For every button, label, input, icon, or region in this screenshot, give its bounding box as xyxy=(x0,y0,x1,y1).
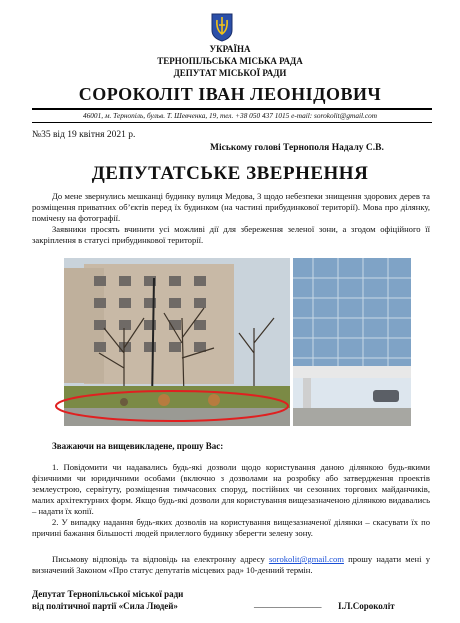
header-position: ДЕПУТАТ МІСЬКОЇ РАДИ xyxy=(173,68,287,78)
intro-paragraph-2: Заявники просять вчинити усі можливі дії для збереження зеленої зони, а згодом офіційного її закріплення в статусі прибудинкової території. xyxy=(32,224,430,245)
coat-of-arms-icon xyxy=(210,12,234,42)
closing-text-start: Письмову відповідь та відповідь на електронну адресу xyxy=(52,554,265,564)
header-council: ТЕРНОПІЛЬСЬКА МІСЬКА РАДА xyxy=(157,56,303,66)
header-address: 46001, м. Тернопіль, бульв. Т. Шевченка, 19, тел. +38 050 437 1015 e-mail: sorokolit@gmail.com xyxy=(82,111,378,120)
request-item-1: 1. Повідомити чи надавались будь-які дозволи щодо користування даною ділянкою будь-якими фізичними чи юридичними особами (включно з дозволами на розробку або затвердження проектів землеустрою, сервітуту, розміщення тимчасових споруд, постійних чи сезонних торгових майданчиків, малих архітектурних форм. Якщо будь-які дозволи для користування вищезазначеною ділянкою видавались – надати їх копії. xyxy=(32,462,430,516)
document-title: ДЕПУТАТСЬКЕ ЗВЕРНЕННЯ xyxy=(91,163,369,184)
highlight-ellipse xyxy=(52,388,292,429)
signature-title-2: від політичної партії «Сила Людей» xyxy=(32,601,178,611)
header-rule-bottom xyxy=(32,122,432,123)
closing-paragraph xyxy=(32,554,430,576)
request-item-2: 2. У випадку надання будь-яких дозволів на користування вищезазначеної ділянки – скасувати їх по причині бажання більшості людей прилеглого будинку зберегти зелену зону. xyxy=(32,517,430,538)
letter-number-date: №35 від 19 квітня 2021 р. xyxy=(32,130,136,140)
header-country: УКРАЇНА xyxy=(209,44,251,54)
addressee: Міському голові Тернополя Надалу С.В. xyxy=(210,143,384,153)
signature-title-1: Депутат Тернопільської міської ради xyxy=(32,589,184,599)
request-heading: Зважаючи на вищевикладене, прошу Вас: xyxy=(52,441,224,451)
intro-paragraph-1: До мене звернулись мешканці будинку вулиця Медова, 3 щодо небезпеки знищення здорових дерев та розміщення приватних об’єктів перед їх будинком (на частині прибудинкової території). Мова про ділянку, помічену на фотографії. xyxy=(32,191,430,223)
signature-name: І.Л.Сороколіт xyxy=(338,601,395,611)
deputy-name: СОРОКОЛІТ ІВАН ЛЕОНІДОВИЧ xyxy=(78,84,382,104)
photo-glass-building xyxy=(293,258,411,426)
header-rule xyxy=(32,108,432,110)
closing-text-end: прошу надати мені у визначений Законом «Про статус депутатів місцевих рад» 10-денний термін. xyxy=(32,554,430,575)
signature-line: _______________ xyxy=(254,599,322,609)
email-link[interactable]: sorokolit@gmail.com xyxy=(268,554,344,564)
